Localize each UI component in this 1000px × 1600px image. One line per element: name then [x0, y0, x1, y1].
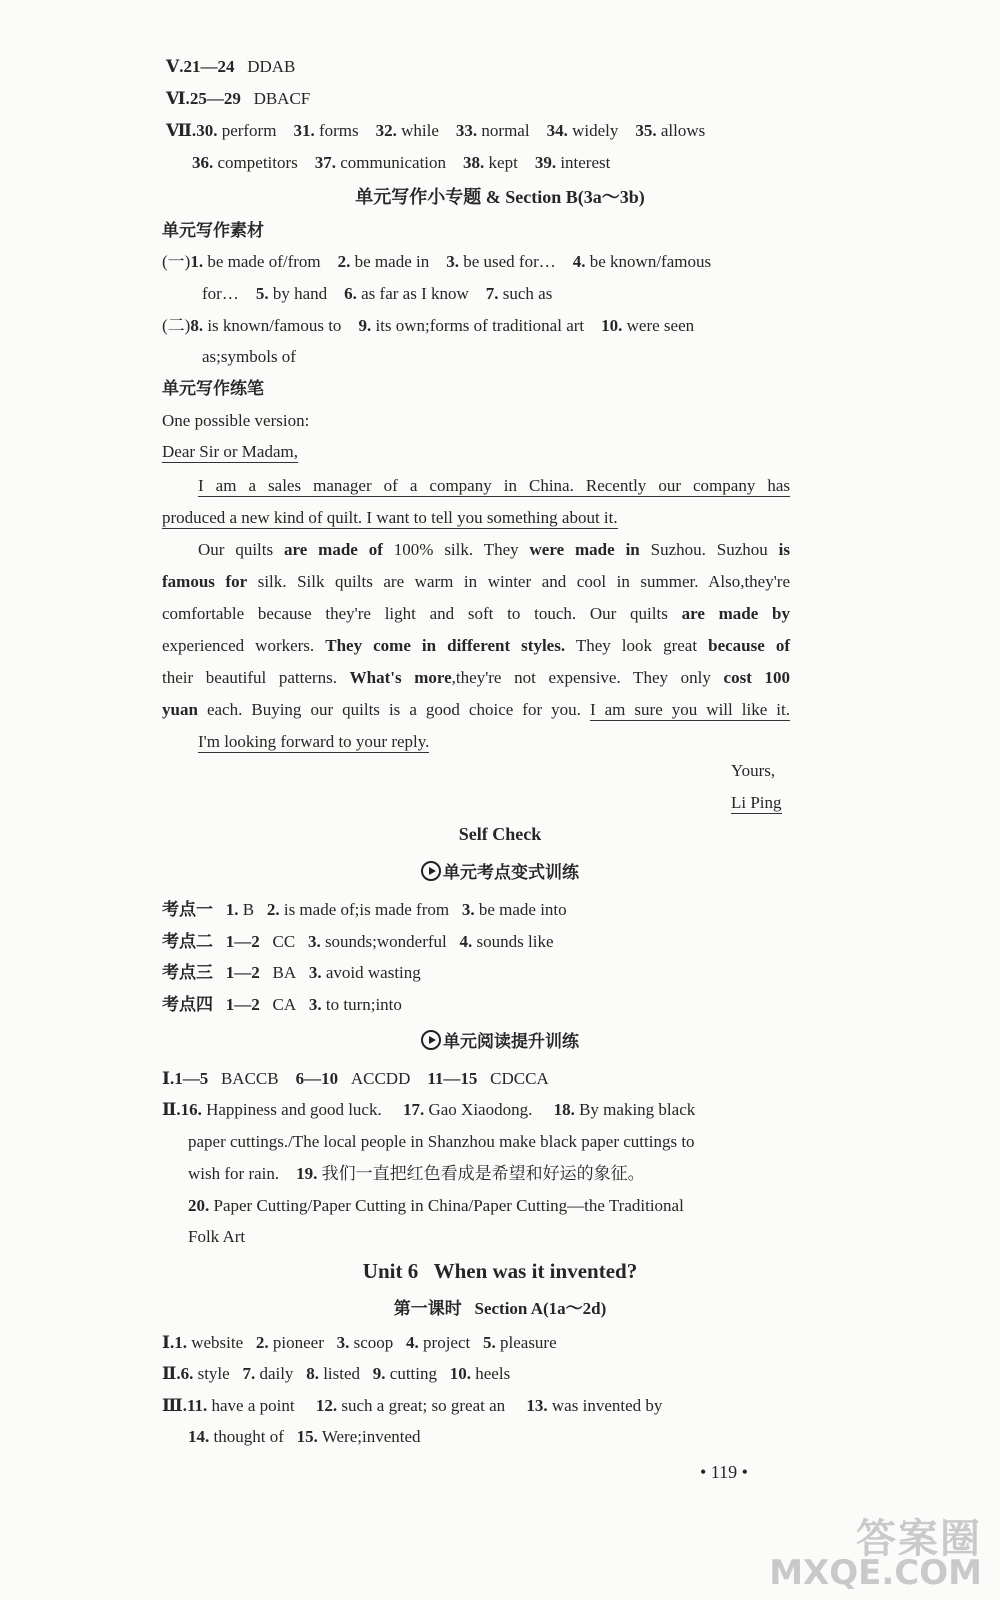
unit-6-lesson: 第一课时 Section A(1a～2d) — [393, 1299, 607, 1318]
letter-p1-line1: I am a sales manager of a company in China. Recently our company has — [198, 476, 790, 495]
letter-p3: I'm looking forward to your reply. — [198, 732, 430, 751]
letter-p2-line3: comfortable because they're light and soft to touch. Our quilts are made by — [162, 604, 790, 623]
materials-row-1-cont: for… 5. by hand 6. as far as I know 7. such as — [202, 284, 553, 303]
kaodian-1-row: 考点一 1. B 2. is made of;is made from 3. be made into — [162, 900, 567, 919]
answer-row-vii: Ⅶ.30. perform 31. forms 32. while 33. normal 34. widely 35. allows — [166, 121, 706, 140]
letter-p2-line2: famous for silk. Silk quilts are warm in winter and cool in summer. Also,they're — [162, 572, 790, 591]
play-arrow-icon — [421, 861, 441, 881]
reading-row-i: Ⅰ.1—5 BACCB 6—10 ACCDD 11—15 CDCCA — [162, 1069, 549, 1088]
watermark-logo: 答案圈 MXQE.COM — [769, 1516, 982, 1593]
kaodian-4-row: 考点四 1—2 CA 3. to turn;into — [162, 995, 402, 1014]
letter-p2-line5: their beautiful patterns. What's more,they're not expensive. They only cost 100 — [162, 668, 791, 687]
unit6-row-ii: Ⅱ.6. style 7. daily 8. listed 9. cutting 10. heels — [162, 1364, 511, 1383]
materials-row-2-cont: as;symbols of — [202, 347, 296, 366]
materials-row-1: (一)1. be made of/from 2. be made in 3. be used for… 4. be known/famous — [162, 252, 712, 271]
kaodian-2-row: 考点二 1—2 CC 3. sounds;wonderful 4. sounds like — [162, 932, 554, 951]
reading-row-ii-3: wish for rain. 19. 我们一直把红色看成是希望和好运的象征。 — [188, 1164, 645, 1183]
version-label: One possible version: — [162, 411, 310, 430]
writing-heading: 单元写作小专题 & Section B(3a～3b) — [355, 187, 645, 207]
letter-p2-line1: Our quilts are made of 100% silk. They were made in Suzhou. Suzhou is — [198, 540, 790, 559]
practice-label: 单元写作练笔 — [162, 379, 264, 398]
letter-signature: Li Ping — [731, 793, 782, 812]
kaodian-3-row: 考点三 1—2 BA 3. avoid wasting — [162, 963, 421, 982]
answer-row-vi: Ⅵ.25—29 DBACF — [166, 89, 311, 108]
letter-p1-line2: produced a new kind of quilt. I want to tell you something about it. — [162, 508, 618, 527]
unit-6-title: Unit 6 When was it invented? — [362, 1259, 638, 1283]
unit6-row-i: Ⅰ.1. website 2. pioneer 3. scoop 4. project 5. pleasure — [162, 1333, 557, 1352]
letter-p2-line4: experienced workers. They come in different styles. They look great because of — [162, 636, 791, 655]
unit6-row-iii-cont: 14. thought of 15. Were;invented — [188, 1427, 421, 1446]
answer-row-v: Ⅴ.21—24 DDAB — [166, 57, 296, 76]
play-arrow-icon — [421, 1030, 441, 1050]
materials-row-2: (二)8. is known/famous to 9. its own;forms of traditional art 10. were seen — [162, 316, 695, 335]
unit6-row-iii: Ⅲ.11. have a point 12. such a great; so great an 13. was invented by — [162, 1396, 663, 1415]
self-check-section-1: 单元考点变式训练 — [0, 861, 1000, 884]
letter-closing: Yours, — [731, 761, 776, 780]
page-number: • 119 • — [700, 1462, 748, 1482]
reading-row-ii-2: paper cuttings./The local people in Shanzhou make black paper cuttings to — [188, 1132, 695, 1151]
letter-body — [162, 470, 790, 758]
self-check-section-2: 单元阅读提升训练 — [0, 1030, 1000, 1053]
letter-greeting: Dear Sir or Madam, — [162, 442, 298, 461]
reading-row-ii-4: 20. Paper Cutting/Paper Cutting in China/Paper Cutting—the Traditional — [188, 1196, 684, 1215]
answer-row-vii-cont: 36. competitors 37. communication 38. kept 39. interest — [192, 153, 611, 172]
letter-p2-line6: yuan each. Buying our quilts is a good choice for you. I am sure you will like it. — [162, 700, 790, 719]
reading-row-ii-5: Folk Art — [188, 1227, 246, 1246]
reading-row-ii-1: Ⅱ.16. Happiness and good luck. 17. Gao Xiaodong. 18. By making black — [162, 1100, 696, 1119]
materials-label: 单元写作素材 — [162, 221, 264, 240]
self-check-title: Self Check — [458, 824, 542, 844]
